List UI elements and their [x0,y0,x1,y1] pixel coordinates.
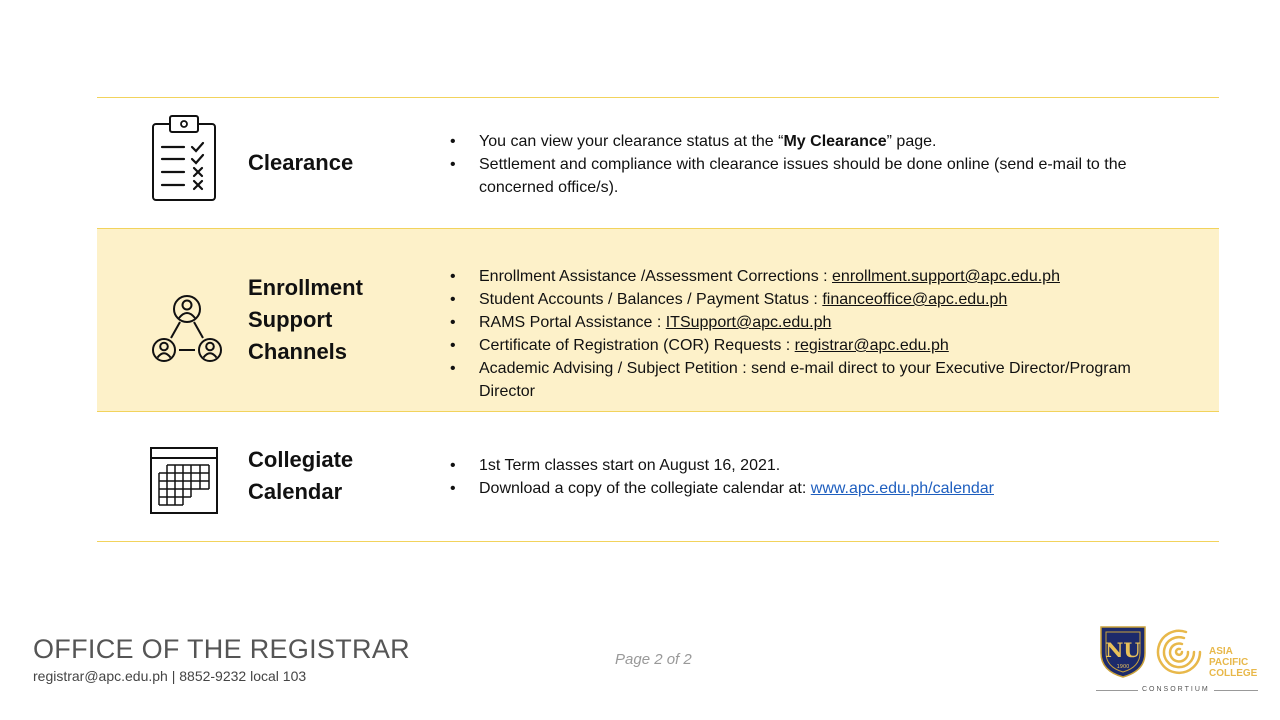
my-clearance-emphasis: My Clearance [783,133,887,150]
calendar-bullets [450,454,1190,500]
nu-year-text: 1900 [1116,664,1130,670]
apc-wordmark: ASIA PACIFIC COLLEGE [1209,646,1258,679]
page-number: Page 2 of 2 [615,651,692,668]
list-item: • RAMS Portal Assistance : ITSupport@apc.edu.ph [450,311,1190,334]
list-item: • 1st Term classes start on August 16, 2021. [450,454,1190,477]
office-contact: registrar@apc.edu.ph | 8852-9232 local 103 [33,668,307,684]
list-item: • Certificate of Registration (COR) Requests : registrar@apc.edu.ph [450,334,1190,357]
apc-swirl-logo [1152,624,1208,685]
divider-2 [97,411,1219,412]
clipboard-checklist-icon [150,114,218,204]
office-title: OFFICE OF THE REGISTRAR [33,634,410,664]
collegiate-calendar-title: Collegiate Calendar [248,447,354,504]
svg-text:NU: NU [1105,638,1141,662]
list-item: • You can view your clearance status at the “My Clearance” page. [450,130,1190,153]
enrollment-support-email-link[interactable]: enrollment.support@apc.edu.ph [832,268,1060,285]
list-item: • Download a copy of the collegiate calendar at: www.apc.edu.ph/calendar [450,477,1190,500]
list-item: • Settlement and compliance with clearance issues should be done online (send e-mail to the concerned office/s). [450,153,1190,199]
divider-bottom [97,541,1219,542]
consortium-label: CONSORTIUM [1138,686,1214,693]
list-item: • Academic Advising / Subject Petition : send e-mail direct to your Executive Director/Program Director [450,357,1190,403]
calendar-download-link[interactable]: www.apc.edu.ph/calendar [810,480,994,497]
finance-office-email-link[interactable]: financeoffice@apc.edu.ph [822,291,1008,308]
enrollment-channel-list [450,265,1190,403]
people-network-icon [150,294,224,366]
list-item: • Enrollment Assistance /Assessment Corrections : enrollment.support@apc.edu.ph [450,265,1190,288]
it-support-email-link[interactable]: ITSupport@apc.edu.ph [665,314,832,331]
divider-top [97,97,1219,98]
nu-shield-logo [1097,623,1149,684]
list-item: • Student Accounts / Balances / Payment Status : financeoffice@apc.edu.ph [450,288,1190,311]
registrar-email-link[interactable]: registrar@apc.edu.ph [794,337,949,354]
clearance-title: Clearance [248,150,354,175]
enrollment-support-title: Enrollment Support Channels [248,275,363,364]
calendar-icon [149,446,219,516]
clearance-bullets [450,130,1190,199]
